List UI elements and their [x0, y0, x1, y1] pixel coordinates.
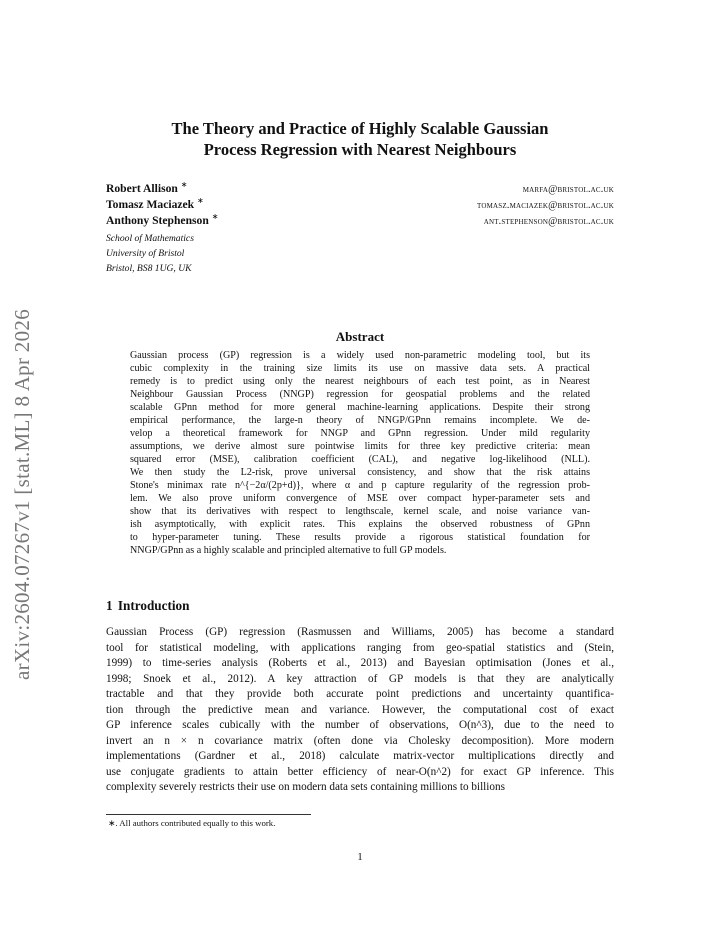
- abstract-heading: Abstract: [335, 329, 385, 344]
- author-row: [106, 196, 614, 212]
- abstract-line: squared error (MSE), calibration coefficient (CAL), and negative log-likelihood (NLL).: [130, 454, 590, 465]
- introduction-line: 1999) to time-series analysis (Roberts et al., 2013) and Bayesian optimisation (Jones et al.,: [106, 657, 614, 669]
- abstract-line: to hyper-parameter tuning. These results provide a rigorous statistical foundation for: [130, 532, 590, 543]
- abstract-line: Stone's minimax rate n^{−2α/(2p+d)}, where α and p capture regularity of the regression prob-: [130, 480, 590, 491]
- abstract-line: NNGP/GPnn as a highly scalable and principled alternative to full GP models.: [130, 545, 447, 556]
- page-number: 1: [357, 851, 363, 863]
- affiliation-line: Bristol, BS8 1UG, UK: [106, 263, 192, 274]
- abstract-line: Neighbour Gaussian Process (NNGP) regression for geospatial problems and the related: [130, 389, 590, 400]
- abstract-line: show that its derivatives with respect to lengthscale, kernel scale, and noise variance van-: [130, 506, 590, 517]
- abstract-body: [130, 349, 590, 557]
- abstract-line: assumptions, we derive almost sure pointwise limits for three key predictive criteria: mean: [130, 441, 590, 452]
- introduction-line: use conjugate gradients to attain better efficiency of near-O(n^2) for exact GP inference. This: [106, 765, 614, 778]
- abstract-line: cubic complexity in the training size limits its use on massive data sets. A practical: [130, 363, 590, 374]
- footnote: ∗. All authors contributed equally to this work.: [108, 818, 276, 828]
- affiliation: [106, 231, 194, 276]
- title-line-1: The Theory and Practice of Highly Scalable Gaussian: [171, 119, 549, 138]
- introduction-line: 1998; Snoek et al., 2012). A key attraction of GP models is that they are analytically: [106, 672, 614, 685]
- affiliation-line: University of Bristol: [106, 248, 185, 259]
- author-email[interactable]: ant.stephenson@bristol.ac.uk: [483, 215, 614, 227]
- introduction-line: invert an n × n covariance matrix (often done via Cholesky decomposition). More modern: [106, 734, 614, 747]
- abstract-line: lem. We also prove uniform convergence of MSE over compact hyper-parameter sets and: [130, 493, 590, 504]
- author-name: Tomasz Maciazek: [106, 197, 195, 211]
- introduction-body: [106, 625, 614, 796]
- abstract-line: remedy is to predict using only the nearest neighbours of each test point, as in Nearest: [130, 376, 590, 387]
- introduction-line: complexity severely restricts their use on modern data sets containing millions to billions: [106, 781, 505, 793]
- author-row: [106, 212, 614, 228]
- author-email[interactable]: tomasz.maciazek@bristol.ac.uk: [477, 199, 614, 211]
- affiliation-line: School of Mathematics: [106, 233, 194, 244]
- author-name: Robert Allison: [106, 181, 178, 195]
- introduction-line: tractable and that they provide both accurate point predictions and uncertainty quantifica-: [106, 688, 614, 700]
- introduction-line: tion through the predictive mean and variance. However, the computational cost of exact: [106, 703, 614, 716]
- introduction-line: Gaussian Process (GP) regression (Rasmussen and Williams, 2005) has become a standard: [106, 626, 614, 638]
- abstract-line: scalable GPnn method for more general machine-learning applications. Despite their strong: [130, 402, 590, 413]
- author-name: Anthony Stephenson: [106, 213, 209, 227]
- abstract-line: We then study the L2-risk, prove universal consistency, and show that the risk attains: [130, 467, 590, 478]
- introduction-line: GP inference scales cubically with the number of observations, O(n^3), due to the need to: [106, 719, 614, 731]
- author-row: [106, 180, 614, 196]
- arxiv-identifier: arXiv:2604.07267v1 [stat.ML] 8 Apr 2026: [10, 309, 34, 680]
- author-mark: ∗: [211, 212, 219, 221]
- paper-title: [90, 118, 630, 160]
- section-heading: 1 Introduction: [106, 598, 190, 613]
- author-mark: ∗: [180, 180, 188, 189]
- title-line-2: Process Regression with Nearest Neighbours: [203, 140, 517, 159]
- abstract-line: empirical performance, the large-n theory of NNGP/GPnn remains incomplete. We de-: [130, 415, 590, 426]
- author-block: [106, 180, 614, 228]
- introduction-line: implementations (Gardner et al., 2018) calculate matrix-vector multiplications directly and: [106, 750, 614, 762]
- author-mark: ∗: [197, 196, 204, 205]
- abstract-line: velop a theoretical framework for NNGP and GPnn regression. Under mild regularity: [130, 428, 590, 439]
- footnote-rule: [106, 814, 311, 815]
- author-email[interactable]: marfa@bristol.ac.uk: [522, 183, 614, 195]
- introduction-line: tool for statistical modeling, with applications ranging from geo-spatial statistics and (Stein,: [106, 641, 614, 654]
- abstract-line: Gaussian process (GP) regression is a widely used non-parametric modeling tool, but its: [130, 350, 590, 361]
- abstract-line: ish asymptotically, with explicit rates. This explains the observed robustness of GPnn: [130, 519, 590, 530]
